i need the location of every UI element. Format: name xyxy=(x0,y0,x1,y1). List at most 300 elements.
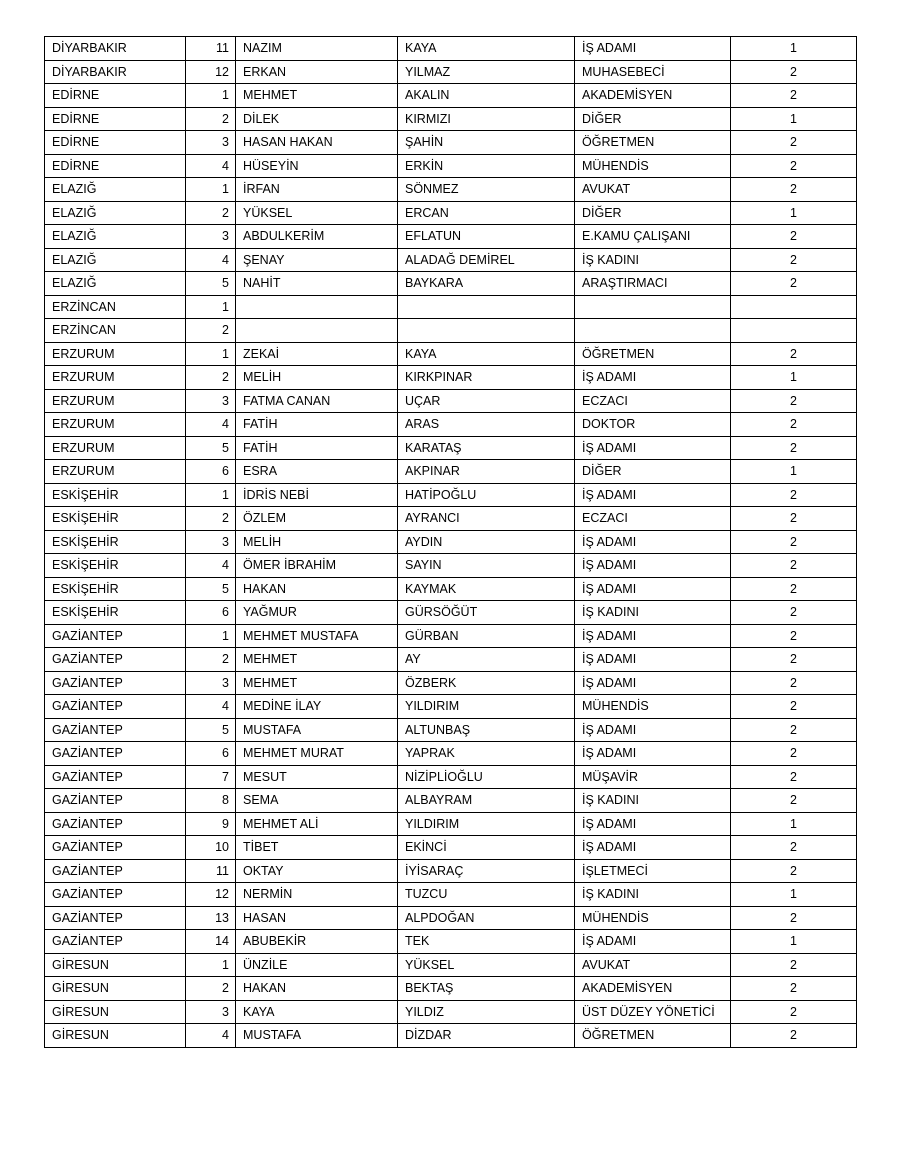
occupation-cell: DİĞER xyxy=(575,460,731,484)
occupation-cell: AKADEMİSYEN xyxy=(575,84,731,108)
code-cell: 2 xyxy=(731,789,857,813)
table-row xyxy=(45,436,857,460)
first-name-cell: HÜSEYİN xyxy=(236,154,398,178)
table-row xyxy=(45,718,857,742)
code-cell: 1 xyxy=(731,366,857,390)
order-number-cell: 1 xyxy=(186,178,236,202)
occupation-cell: MÜHENDİS xyxy=(575,154,731,178)
code-cell: 2 xyxy=(731,624,857,648)
code-cell: 2 xyxy=(731,178,857,202)
table-row xyxy=(45,37,857,61)
table-row xyxy=(45,648,857,672)
city-cell: GAZİANTEP xyxy=(45,648,186,672)
last-name-cell: KAYMAK xyxy=(398,577,575,601)
city-cell: EDİRNE xyxy=(45,154,186,178)
city-cell: ELAZIĞ xyxy=(45,225,186,249)
first-name-cell: ERKAN xyxy=(236,60,398,84)
order-number-cell: 10 xyxy=(186,836,236,860)
order-number-cell: 2 xyxy=(186,201,236,225)
last-name-cell: ÖZBERK xyxy=(398,671,575,695)
code-cell: 1 xyxy=(731,107,857,131)
last-name-cell: YILDIRIM xyxy=(398,812,575,836)
last-name-cell: ALTUNBAŞ xyxy=(398,718,575,742)
city-cell: GAZİANTEP xyxy=(45,718,186,742)
occupation-cell: İŞ ADAMI xyxy=(575,812,731,836)
order-number-cell: 7 xyxy=(186,765,236,789)
code-cell: 2 xyxy=(731,601,857,625)
occupation-cell: MUHASEBECİ xyxy=(575,60,731,84)
occupation-cell: İŞ KADINI xyxy=(575,883,731,907)
table-row xyxy=(45,319,857,343)
code-cell: 2 xyxy=(731,765,857,789)
first-name-cell: YAĞMUR xyxy=(236,601,398,625)
first-name-cell xyxy=(236,319,398,343)
city-cell: ERZURUM xyxy=(45,389,186,413)
code-cell: 2 xyxy=(731,389,857,413)
city-cell: GİRESUN xyxy=(45,1024,186,1048)
table-row xyxy=(45,389,857,413)
first-name-cell: İDRİS NEBİ xyxy=(236,483,398,507)
order-number-cell: 3 xyxy=(186,389,236,413)
first-name-cell: MELİH xyxy=(236,366,398,390)
code-cell: 2 xyxy=(731,836,857,860)
order-number-cell: 2 xyxy=(186,366,236,390)
table-row xyxy=(45,530,857,554)
order-number-cell: 2 xyxy=(186,107,236,131)
table-row xyxy=(45,671,857,695)
occupation-cell: İŞ KADINI xyxy=(575,789,731,813)
occupation-cell: E.KAMU ÇALIŞANI xyxy=(575,225,731,249)
first-name-cell: MEHMET xyxy=(236,648,398,672)
last-name-cell: GÜRBAN xyxy=(398,624,575,648)
order-number-cell: 6 xyxy=(186,601,236,625)
occupation-cell: İŞLETMECİ xyxy=(575,859,731,883)
code-cell: 1 xyxy=(731,37,857,61)
city-cell: GAZİANTEP xyxy=(45,812,186,836)
order-number-cell: 6 xyxy=(186,742,236,766)
last-name-cell: KAYA xyxy=(398,342,575,366)
occupation-cell: İŞ ADAMI xyxy=(575,483,731,507)
city-cell: ERZURUM xyxy=(45,436,186,460)
first-name-cell: ABUBEKİR xyxy=(236,930,398,954)
table-row xyxy=(45,930,857,954)
city-cell: ERZURUM xyxy=(45,342,186,366)
last-name-cell: BAYKARA xyxy=(398,272,575,296)
order-number-cell: 11 xyxy=(186,859,236,883)
city-cell: ESKİŞEHİR xyxy=(45,530,186,554)
code-cell: 1 xyxy=(731,201,857,225)
table-row xyxy=(45,178,857,202)
occupation-cell: ÖĞRETMEN xyxy=(575,342,731,366)
code-cell: 2 xyxy=(731,1024,857,1048)
city-cell: DİYARBAKIR xyxy=(45,37,186,61)
table-row xyxy=(45,859,857,883)
order-number-cell: 4 xyxy=(186,154,236,178)
city-cell: ELAZIĞ xyxy=(45,201,186,225)
last-name-cell: NİZİPLİOĞLU xyxy=(398,765,575,789)
order-number-cell: 3 xyxy=(186,1000,236,1024)
city-cell: ERZURUM xyxy=(45,460,186,484)
order-number-cell: 9 xyxy=(186,812,236,836)
occupation-cell: İŞ ADAMI xyxy=(575,624,731,648)
first-name-cell: ÖMER İBRAHİM xyxy=(236,554,398,578)
order-number-cell: 14 xyxy=(186,930,236,954)
order-number-cell: 1 xyxy=(186,342,236,366)
city-cell: ERZURUM xyxy=(45,413,186,437)
city-cell: GİRESUN xyxy=(45,953,186,977)
table-row xyxy=(45,201,857,225)
first-name-cell: HASAN HAKAN xyxy=(236,131,398,155)
code-cell: 2 xyxy=(731,695,857,719)
occupation-cell: ÖĞRETMEN xyxy=(575,131,731,155)
occupation-cell: İŞ ADAMI xyxy=(575,671,731,695)
occupation-cell: DİĞER xyxy=(575,201,731,225)
occupation-cell: DİĞER xyxy=(575,107,731,131)
table-row xyxy=(45,953,857,977)
first-name-cell: HASAN xyxy=(236,906,398,930)
table-row xyxy=(45,1024,857,1048)
table-row xyxy=(45,695,857,719)
order-number-cell: 4 xyxy=(186,554,236,578)
last-name-cell: AKALIN xyxy=(398,84,575,108)
table-row xyxy=(45,154,857,178)
last-name-cell: AYDIN xyxy=(398,530,575,554)
city-cell: GAZİANTEP xyxy=(45,742,186,766)
last-name-cell: EFLATUN xyxy=(398,225,575,249)
order-number-cell: 2 xyxy=(186,977,236,1001)
occupation-cell: İŞ ADAMI xyxy=(575,742,731,766)
table-row xyxy=(45,413,857,437)
city-cell: GİRESUN xyxy=(45,1000,186,1024)
last-name-cell: YÜKSEL xyxy=(398,953,575,977)
first-name-cell: HAKAN xyxy=(236,577,398,601)
code-cell: 2 xyxy=(731,671,857,695)
occupation-cell: İŞ ADAMI xyxy=(575,836,731,860)
city-cell: GAZİANTEP xyxy=(45,671,186,695)
city-cell: GAZİANTEP xyxy=(45,930,186,954)
order-number-cell: 3 xyxy=(186,131,236,155)
order-number-cell: 3 xyxy=(186,530,236,554)
code-cell: 1 xyxy=(731,883,857,907)
order-number-cell: 12 xyxy=(186,60,236,84)
first-name-cell: MEHMET ALİ xyxy=(236,812,398,836)
occupation-cell: İŞ ADAMI xyxy=(575,530,731,554)
first-name-cell: MEHMET MUSTAFA xyxy=(236,624,398,648)
city-cell: GAZİANTEP xyxy=(45,906,186,930)
table-row xyxy=(45,577,857,601)
order-number-cell: 4 xyxy=(186,248,236,272)
city-cell: ELAZIĞ xyxy=(45,248,186,272)
first-name-cell: DİLEK xyxy=(236,107,398,131)
table-row xyxy=(45,225,857,249)
order-number-cell: 8 xyxy=(186,789,236,813)
last-name-cell: KIRMIZI xyxy=(398,107,575,131)
table-row xyxy=(45,601,857,625)
order-number-cell: 2 xyxy=(186,648,236,672)
first-name-cell: FATİH xyxy=(236,413,398,437)
last-name-cell: DİZDAR xyxy=(398,1024,575,1048)
city-cell: EDİRNE xyxy=(45,84,186,108)
city-cell: ESKİŞEHİR xyxy=(45,601,186,625)
order-number-cell: 3 xyxy=(186,671,236,695)
order-number-cell: 5 xyxy=(186,436,236,460)
occupation-cell: MÜHENDİS xyxy=(575,695,731,719)
table-row xyxy=(45,131,857,155)
first-name-cell: MEHMET xyxy=(236,671,398,695)
code-cell: 2 xyxy=(731,60,857,84)
city-cell: ERZURUM xyxy=(45,366,186,390)
city-cell: GİRESUN xyxy=(45,977,186,1001)
code-cell: 2 xyxy=(731,648,857,672)
first-name-cell: KAYA xyxy=(236,1000,398,1024)
occupation-cell: İŞ ADAMI xyxy=(575,648,731,672)
last-name-cell: İYİSARAÇ xyxy=(398,859,575,883)
occupation-cell: İŞ ADAMI xyxy=(575,554,731,578)
last-name-cell: SAYIN xyxy=(398,554,575,578)
order-number-cell: 4 xyxy=(186,413,236,437)
occupation-cell: İŞ ADAMI xyxy=(575,366,731,390)
last-name-cell: ALADAĞ DEMİREL xyxy=(398,248,575,272)
table-row xyxy=(45,366,857,390)
last-name-cell: TEK xyxy=(398,930,575,954)
order-number-cell: 12 xyxy=(186,883,236,907)
last-name-cell: KIRKPINAR xyxy=(398,366,575,390)
last-name-cell: ALBAYRAM xyxy=(398,789,575,813)
code-cell: 2 xyxy=(731,977,857,1001)
first-name-cell: NAHİT xyxy=(236,272,398,296)
first-name-cell: ÜNZİLE xyxy=(236,953,398,977)
first-name-cell: İRFAN xyxy=(236,178,398,202)
code-cell: 2 xyxy=(731,718,857,742)
last-name-cell: ARAS xyxy=(398,413,575,437)
city-cell: GAZİANTEP xyxy=(45,765,186,789)
city-cell: GAZİANTEP xyxy=(45,789,186,813)
code-cell: 2 xyxy=(731,1000,857,1024)
first-name-cell: SEMA xyxy=(236,789,398,813)
order-number-cell: 2 xyxy=(186,507,236,531)
occupation-cell: İŞ KADINI xyxy=(575,601,731,625)
table-row xyxy=(45,342,857,366)
candidate-table-body xyxy=(45,37,857,1048)
last-name-cell: ALPDOĞAN xyxy=(398,906,575,930)
order-number-cell: 1 xyxy=(186,483,236,507)
occupation-cell: İŞ ADAMI xyxy=(575,930,731,954)
order-number-cell: 13 xyxy=(186,906,236,930)
code-cell: 1 xyxy=(731,812,857,836)
occupation-cell: ÜST DÜZEY YÖNETİCİ xyxy=(575,1000,731,1024)
code-cell: 2 xyxy=(731,577,857,601)
occupation-cell: İŞ KADINI xyxy=(575,248,731,272)
occupation-cell: AVUKAT xyxy=(575,953,731,977)
last-name-cell: UÇAR xyxy=(398,389,575,413)
last-name-cell: HATİPOĞLU xyxy=(398,483,575,507)
first-name-cell: TİBET xyxy=(236,836,398,860)
code-cell: 2 xyxy=(731,84,857,108)
city-cell: ESKİŞEHİR xyxy=(45,507,186,531)
candidate-table xyxy=(44,36,857,1048)
city-cell: GAZİANTEP xyxy=(45,624,186,648)
code-cell: 1 xyxy=(731,930,857,954)
order-number-cell: 1 xyxy=(186,295,236,319)
order-number-cell: 4 xyxy=(186,695,236,719)
first-name-cell: ABDULKERİM xyxy=(236,225,398,249)
first-name-cell: FATİH xyxy=(236,436,398,460)
code-cell: 2 xyxy=(731,154,857,178)
code-cell xyxy=(731,295,857,319)
last-name-cell: YILDIZ xyxy=(398,1000,575,1024)
last-name-cell xyxy=(398,295,575,319)
table-row xyxy=(45,272,857,296)
code-cell: 2 xyxy=(731,272,857,296)
order-number-cell: 5 xyxy=(186,272,236,296)
city-cell: GAZİANTEP xyxy=(45,883,186,907)
first-name-cell: MUSTAFA xyxy=(236,718,398,742)
first-name-cell: NAZIM xyxy=(236,37,398,61)
order-number-cell: 1 xyxy=(186,624,236,648)
occupation-cell: ECZACI xyxy=(575,507,731,531)
first-name-cell: MUSTAFA xyxy=(236,1024,398,1048)
first-name-cell: ESRA xyxy=(236,460,398,484)
table-row xyxy=(45,507,857,531)
city-cell: ESKİŞEHİR xyxy=(45,483,186,507)
occupation-cell: MÜHENDİS xyxy=(575,906,731,930)
last-name-cell: GÜRSÖĞÜT xyxy=(398,601,575,625)
code-cell: 2 xyxy=(731,131,857,155)
table-row xyxy=(45,906,857,930)
occupation-cell: İŞ ADAMI xyxy=(575,37,731,61)
city-cell: GAZİANTEP xyxy=(45,695,186,719)
code-cell: 1 xyxy=(731,460,857,484)
code-cell: 2 xyxy=(731,507,857,531)
order-number-cell: 1 xyxy=(186,953,236,977)
code-cell: 2 xyxy=(731,413,857,437)
occupation-cell: İŞ ADAMI xyxy=(575,577,731,601)
table-row xyxy=(45,812,857,836)
last-name-cell: ŞAHİN xyxy=(398,131,575,155)
first-name-cell: MELİH xyxy=(236,530,398,554)
city-cell: ERZİNCAN xyxy=(45,319,186,343)
last-name-cell: KAYA xyxy=(398,37,575,61)
code-cell xyxy=(731,319,857,343)
first-name-cell: MEHMET xyxy=(236,84,398,108)
occupation-cell: AKADEMİSYEN xyxy=(575,977,731,1001)
order-number-cell: 6 xyxy=(186,460,236,484)
occupation-cell: MÜŞAVİR xyxy=(575,765,731,789)
city-cell: ELAZIĞ xyxy=(45,178,186,202)
table-row xyxy=(45,977,857,1001)
table-row xyxy=(45,1000,857,1024)
code-cell: 2 xyxy=(731,342,857,366)
order-number-cell: 2 xyxy=(186,319,236,343)
occupation-cell: AVUKAT xyxy=(575,178,731,202)
order-number-cell: 5 xyxy=(186,718,236,742)
code-cell: 2 xyxy=(731,742,857,766)
last-name-cell: AKPINAR xyxy=(398,460,575,484)
table-row xyxy=(45,836,857,860)
city-cell: EDİRNE xyxy=(45,107,186,131)
table-row xyxy=(45,624,857,648)
city-cell: ELAZIĞ xyxy=(45,272,186,296)
occupation-cell xyxy=(575,295,731,319)
first-name-cell: NERMİN xyxy=(236,883,398,907)
table-row xyxy=(45,765,857,789)
table-row xyxy=(45,60,857,84)
last-name-cell: TUZCU xyxy=(398,883,575,907)
last-name-cell: ERCAN xyxy=(398,201,575,225)
order-number-cell: 1 xyxy=(186,84,236,108)
occupation-cell: DOKTOR xyxy=(575,413,731,437)
last-name-cell xyxy=(398,319,575,343)
first-name-cell: ÖZLEM xyxy=(236,507,398,531)
table-row xyxy=(45,883,857,907)
last-name-cell: AYRANCI xyxy=(398,507,575,531)
first-name-cell: ŞENAY xyxy=(236,248,398,272)
city-cell: ERZİNCAN xyxy=(45,295,186,319)
city-cell: GAZİANTEP xyxy=(45,859,186,883)
code-cell: 2 xyxy=(731,554,857,578)
code-cell: 2 xyxy=(731,859,857,883)
table-row xyxy=(45,107,857,131)
code-cell: 2 xyxy=(731,483,857,507)
first-name-cell xyxy=(236,295,398,319)
last-name-cell: YILMAZ xyxy=(398,60,575,84)
table-row xyxy=(45,554,857,578)
first-name-cell: MESUT xyxy=(236,765,398,789)
city-cell: ESKİŞEHİR xyxy=(45,554,186,578)
occupation-cell: ECZACI xyxy=(575,389,731,413)
table-row xyxy=(45,295,857,319)
table-row xyxy=(45,789,857,813)
occupation-cell: ÖĞRETMEN xyxy=(575,1024,731,1048)
last-name-cell: AY xyxy=(398,648,575,672)
city-cell: EDİRNE xyxy=(45,131,186,155)
code-cell: 2 xyxy=(731,436,857,460)
order-number-cell: 5 xyxy=(186,577,236,601)
order-number-cell: 3 xyxy=(186,225,236,249)
first-name-cell: MEDİNE İLAY xyxy=(236,695,398,719)
last-name-cell: SÖNMEZ xyxy=(398,178,575,202)
first-name-cell: OKTAY xyxy=(236,859,398,883)
occupation-cell xyxy=(575,319,731,343)
first-name-cell: FATMA CANAN xyxy=(236,389,398,413)
last-name-cell: BEKTAŞ xyxy=(398,977,575,1001)
table-row xyxy=(45,742,857,766)
code-cell: 2 xyxy=(731,906,857,930)
code-cell: 2 xyxy=(731,248,857,272)
code-cell: 2 xyxy=(731,953,857,977)
table-row xyxy=(45,483,857,507)
last-name-cell: YAPRAK xyxy=(398,742,575,766)
code-cell: 2 xyxy=(731,530,857,554)
city-cell: DİYARBAKIR xyxy=(45,60,186,84)
last-name-cell: KARATAŞ xyxy=(398,436,575,460)
table-row xyxy=(45,248,857,272)
occupation-cell: ARAŞTIRMACI xyxy=(575,272,731,296)
order-number-cell: 4 xyxy=(186,1024,236,1048)
code-cell: 2 xyxy=(731,225,857,249)
occupation-cell: İŞ ADAMI xyxy=(575,718,731,742)
table-row xyxy=(45,84,857,108)
first-name-cell: HAKAN xyxy=(236,977,398,1001)
last-name-cell: EKİNCİ xyxy=(398,836,575,860)
last-name-cell: ERKİN xyxy=(398,154,575,178)
city-cell: ESKİŞEHİR xyxy=(45,577,186,601)
last-name-cell: YILDIRIM xyxy=(398,695,575,719)
first-name-cell: ZEKAİ xyxy=(236,342,398,366)
occupation-cell: İŞ ADAMI xyxy=(575,436,731,460)
first-name-cell: YÜKSEL xyxy=(236,201,398,225)
city-cell: GAZİANTEP xyxy=(45,836,186,860)
